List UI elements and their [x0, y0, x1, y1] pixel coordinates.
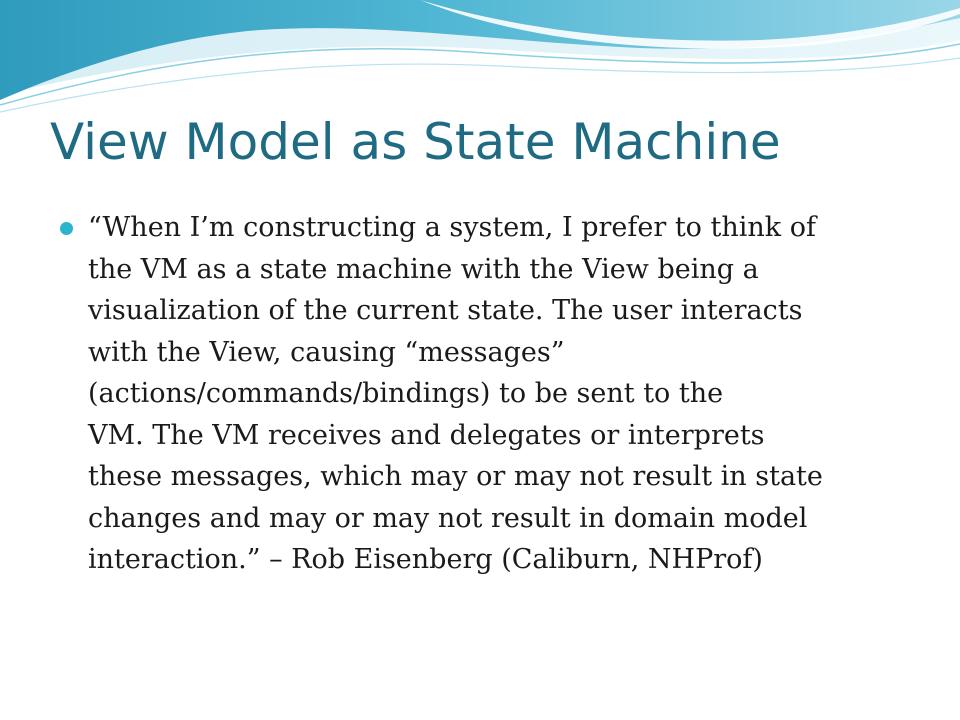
- bullet-text: “When I’m constructing a system, I prefer to think of the VM as a state machine with the View being a visualization of the current state. The user interacts with the View, causing “messages” (actions/commands/bindings) to be sent to the VM. The VM receives and delegates or interprets these messages, which may or may not result in state changes and may or may not result in domain model interaction.” – Rob Eisenberg (Caliburn, NHProf): [88, 212, 823, 575]
- bullet-item: [60, 207, 910, 581]
- slide-title: View Model as State Machine: [50, 113, 781, 171]
- bullet-dot-icon: [60, 222, 73, 235]
- bullet-list: [60, 207, 910, 581]
- header-wave-decoration: [0, 0, 960, 130]
